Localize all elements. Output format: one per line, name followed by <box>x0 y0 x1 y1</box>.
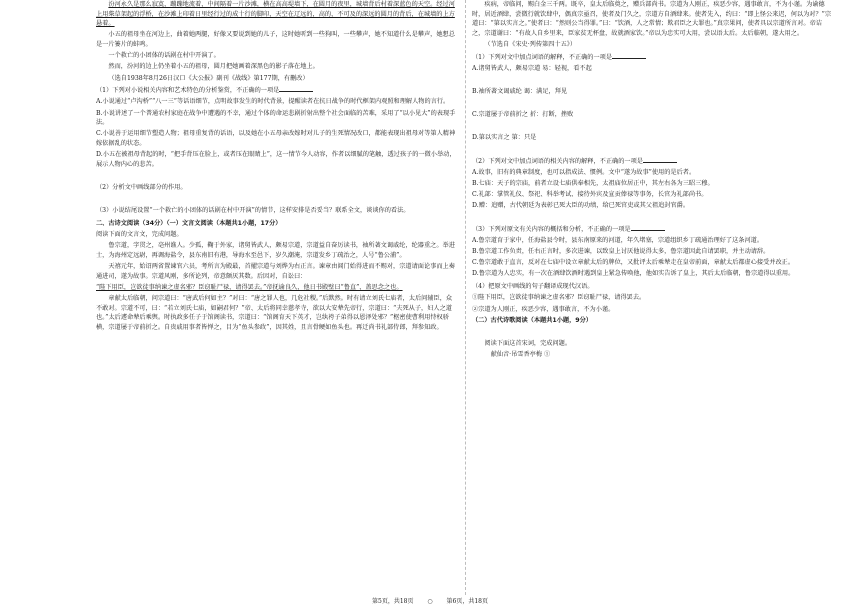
q2-stem: （2）下列对文中加点词语的相关内容的解释，不正确的一项是 <box>472 157 832 167</box>
story-source: （选自1938年8月26日汉口《大公报》副刊《战线》第177期，有删改） <box>108 74 309 82</box>
q2-option-d: D.赠：追赠，古代朝廷为表彰已死大臣的功绩，给已死官吏或其父祖追封官爵。 <box>472 202 690 210</box>
question-1-stem: （1）下列对小说相关内容和艺术特色的分析鉴赏，不正确的一项是 <box>96 86 458 96</box>
q4-item-1: ①陛下用臣，岂欲徒事纳谏之虚名邪？臣窃耻尸禄，请得罢去。 <box>472 294 646 302</box>
passage-source: （节选自《宋史·列传第四十五》） <box>484 41 577 49</box>
passage-paragraph-1: 鲁宗道，字贯之，亳州谯人。少孤，鞠于外家，诸舅皆武人，颇易宗道，宗道益自奋厉读书，袖所著文谒戚纶，纶器重之。举进士，为海州定远尉，再调海盐令，县东南旧有港，导海水至邑下，岁久潮淹，宗道发乡丁疏治之，人号“鲁公浦”。 <box>96 242 455 259</box>
passage-continuation: 疾病，帝临问，赐白金三千两。既卒，皇太后临奠之，赠兵部尚书。宗道为人刚正，疾恶少容，遇事敢言，不为小谨。为谕德时，居近酒肆，尝微行就饮肆中，偶真宗亟召，使者及门久之，宗道方自酒肆来。使者先入，约曰：“即上怪公来迟，何以为对？”宗道曰：“第以实言之。”使者曰：“然则公当得罪。”曰：“饮酒，人之常情；欺君臣之大罪也。”真宗果问，使者具以宗道所言对。帝诘之，宗道谢曰：“有故人自乡里来，臣家贫无杯盘，故就酒家饮。”帝以为忠实可大用，尝以语太后。太后临朝，遂大用之。 <box>472 1 832 37</box>
binding-hole-mark: ○ <box>427 598 433 605</box>
story-paragraph-2: 小五的祖母坐在河边上，曲着她两腿，好像又要说到她的儿子，这时她听到一些狗叫，一些攀声，她不知道什么是攀声，她想总是一片篓片的蚌鸣。 <box>96 31 455 49</box>
answer-blank <box>631 225 665 231</box>
answer-blank <box>643 157 677 163</box>
read-instruction: 阅读下面的文言文，完成问题。 <box>96 231 183 239</box>
poetry-read-instruction: 阅读下面这首宋词，完成问题。 <box>484 339 572 347</box>
section-heading: 二、古诗文阅读（34分）（一）文言文阅读（本题共1小题，17分） <box>96 219 282 227</box>
left-page-number: 第5页，共18页 <box>372 598 414 605</box>
q1-option-d: D.第以实言之 第：只是 <box>472 134 537 142</box>
q2-option-a: A.故事，旧有的典章制度，也可以指成法、惯例。文中“遂为故事”使用的是后者。 <box>472 168 696 176</box>
poem-title: 献仙音·吊雪香亭梅 <box>490 351 543 359</box>
poetry-section-heading: （二）古代诗歌阅读（本题共1小题，9分） <box>472 316 592 324</box>
story-paragraph-3: 一个救亡的小团体的话剧在村中开演了。 <box>108 52 220 60</box>
poem-title-line <box>472 350 832 360</box>
right-column <box>472 0 832 590</box>
column-divider <box>465 0 466 595</box>
poem-note-mark: ① <box>544 351 551 359</box>
q1-option-c: C.宗道屡于帝前折之 折：打断，挫败 <box>472 111 574 119</box>
page-footer <box>0 596 860 605</box>
question-2-stem: （2）分析文中画线部分的作用。 <box>96 184 187 192</box>
question-1-option-c: C.小说善于运用细节塑造人物；祖母重复背的话语，以及她在小五母亲改嫁时对儿子的生死情况改口，都能表现出祖母对等第人精神嫁依据乱的状态。 <box>96 130 456 148</box>
question-1-option-b: B.小说讲述了一个普通农村家庭在战争中遭遇的不幸，通过个体的命运悲剧折射出整个社会面临的苦难，采用了“以小见大”的表现手法。 <box>96 109 456 127</box>
q3-option-a: A.鲁宗道育于家中，任海盐县令时，县东南原来的河道，年久堵塞，宗道组织乡丁疏通治理好了这条河道。 <box>472 236 764 244</box>
passage-paragraph-3: 章献太后临朝，问宗道曰：“唐武后何如主？”对曰：“唐之罪人也，几危社稷。”后默然。时有请立刘氏七庙者，太后问辅臣，众不敢对。宗道不可，曰：“若立刘氏七庙，如嗣君何？”帝、太后将同幸慈孝寺，欲以大安辇先帝行，宗道曰：“夫死从子，妇人之道也。”太后遽命辇后乘舆。时执政多任子于馆阁读书，宗道曰：“馆阁育天下英才，岂纨袴子弟得以恩泽处邪？”枢密使曹利用恃权骄横，宗道屡于帝前折之。自贵戚用事者皆惮之，目为“鱼头参政”，因其姓，且言骨鲠如鱼头也。再迁尚书礼部侍郎，拜参知政。 <box>96 295 453 331</box>
q3-option-d: D.鲁宗道为人忠实，有一次在酒肆饮酒时遇到皇上紧急传唤他，他如实告诉了皇上，其后太后临朝，鲁宗道得以重用。 <box>472 270 795 278</box>
q1-stem: （1）下列对文中加点词语的解释，不正确的一项是 <box>472 53 832 63</box>
q3-option-b: B.鲁宗道工作负责，任右正言时，多次进谏，以致皇上讨厌他说得太多，鲁宗道因此自请罢职，并主动请辞。 <box>472 248 770 256</box>
story-paragraph-1: 汾河永久是那么寂寞，蹦蹦地流着，中间隔着一片沙滩，横在高高堤墙下，在圆月的夜里，城墙背后村着深蓝色的天空。经过河上用柴草架起的浮桥，在沙滩上印着日里经行过的成十行的脚印，天空在辽远的，高的，不可及的深远的圆月的背后，在城墙的上方悬着。 <box>96 1 455 28</box>
story-paragraph-4: 然而，汾河的边上仍坐着小五的祖母，圆月把她画着深黑色的影子落在地上。 <box>108 63 319 71</box>
passage-underlined-sentence: “陛下用臣，岂欲徒事纳谏之虚名邪？臣窃耻尸禄，请得罢去。”帝抚谕良久，他日书殿壁曰“鲁直”，盖思念之也。 <box>96 283 403 291</box>
question-1-option-a: A.小说通过“卢沟桥”“八一三”等话语细节，点明故事发生的时代背景，提醒读者在抗日战争的时代框架内观照和理解人物的言行。 <box>96 98 450 106</box>
q4-item-2: ②宗道为人刚正，疾恶少容，遇事敢言，不为小谨。 <box>472 305 615 313</box>
question-1-option-d: D.小五在被祖母背起的时，“把手背压在脸上，或者压在眼睛上”，这一情节今人动容，作者以细腻的笔触，透过孩子的一微小举动，展示人物内心的悲苦。 <box>96 151 456 168</box>
left-column <box>96 0 458 590</box>
q1-option-b: B.袖所著文谒戚纶 谒：满足，拜见 <box>472 88 568 96</box>
q2-option-b: B.七庙：天子的宗庙，前者立设七庙供奉相先，太祖庙位居正中，其左右各为三昭三穆。 <box>472 180 714 188</box>
q2-option-c: C.礼部：掌管礼仪、祭祀、科举考试、接待外宾及宣贡俸禄等事务，长官为礼部尚书。 <box>472 191 708 199</box>
q4-stem: （4）把原文中画线的句子翻译成现代汉语。 <box>472 283 594 291</box>
right-page-number: 第6页，共18页 <box>446 598 488 605</box>
answer-blank <box>279 86 313 92</box>
passage-paragraph-2: 天禧元年，始诏两省置谏官六员，考所言为殿最，首擢宗道与刘烨为右正言。谏章由闾门始得进而不赐对，宗道请面论事而上奏通进司，遂为故事。宗道风刚，多所论列，帝意颇厌其数。后因对，自讼曰： <box>96 263 455 280</box>
answer-blank <box>612 53 646 59</box>
q1-option-a: A.诸舅皆武人，颇易宗道 易：轻视，看不起 <box>472 64 592 72</box>
q3-stem: （3）下列对原文有关内容的概括和分析，不正确的一项是 <box>472 225 832 235</box>
q3-option-c: C.鲁宗道敢于直言，反对在七庙中设立章献太后的牌位，又批评太后乘辇走在皇帝前面，章献太后都虚心接受并改正。 <box>472 259 795 267</box>
question-3-stem: （3）小说结尾设置“一个救亡的小团体的话剧在村中开演”的情节，这样安排是否妥当？联系全文，谈谈你的看法。 <box>96 207 410 215</box>
